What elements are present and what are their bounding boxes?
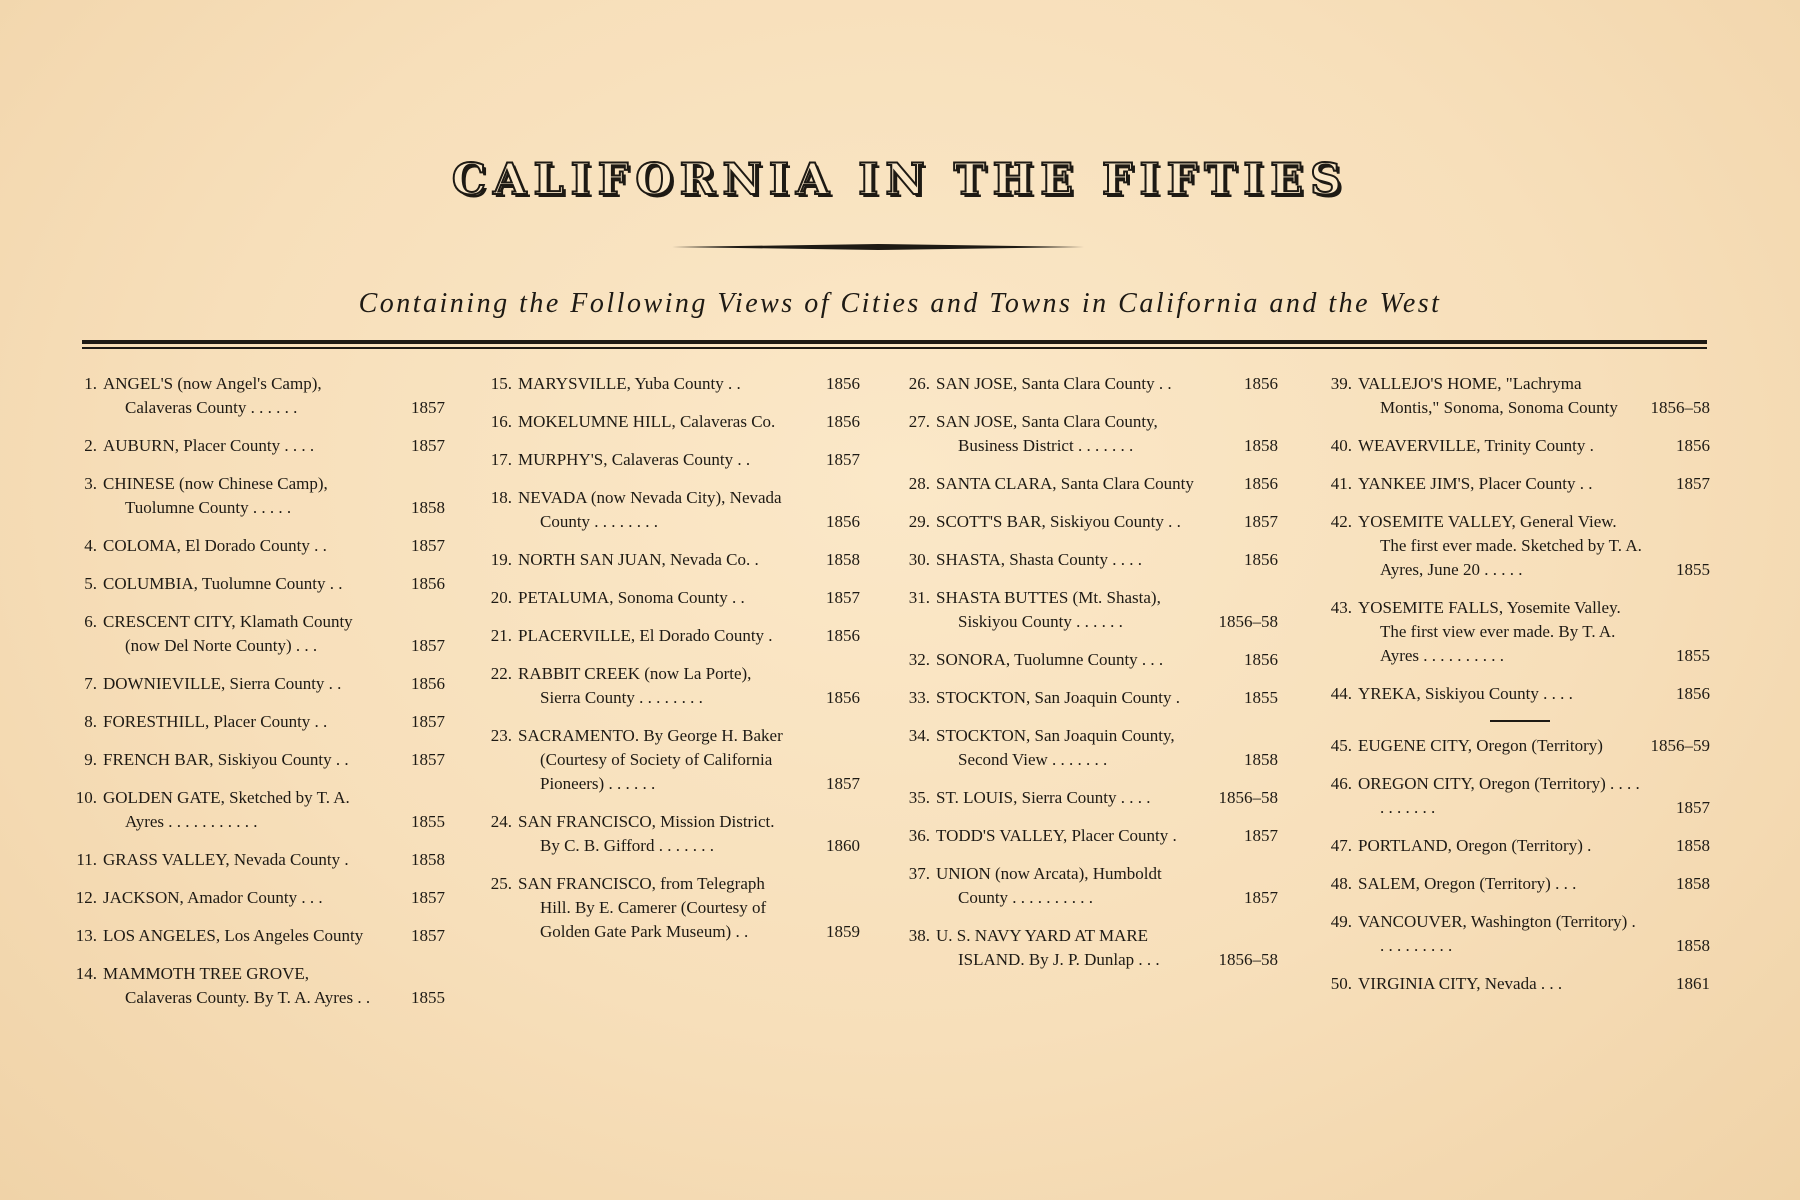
item-body — [518, 586, 798, 610]
item-body — [518, 872, 798, 944]
list-column-1 — [55, 372, 445, 1024]
list-item — [888, 372, 1278, 396]
list-item — [1310, 910, 1710, 958]
item-body — [936, 548, 1216, 572]
item-number: 11. — [76, 850, 97, 869]
list-item — [55, 710, 445, 734]
item-year: 1858 — [1676, 874, 1710, 893]
list-item — [1310, 472, 1710, 496]
item-title: JACKSON, Amador County . . . — [103, 888, 323, 907]
item-year: 1856 — [826, 512, 860, 531]
item-body — [936, 786, 1216, 810]
item-year: 1855 — [1676, 560, 1710, 579]
item-number: 14. — [75, 964, 97, 983]
item-body — [936, 824, 1216, 848]
item-year: 1858 — [411, 498, 445, 517]
item-number: 28. — [908, 474, 930, 493]
list-item — [55, 786, 445, 834]
item-body — [103, 610, 383, 658]
item-body — [936, 862, 1216, 910]
item-year: 1858 — [1244, 750, 1278, 769]
item-title: SANTA CLARA, Santa Clara County — [936, 474, 1194, 493]
item-year: 1856 — [826, 626, 860, 645]
list-item — [55, 610, 445, 658]
item-year: 1856 — [1244, 650, 1278, 669]
item-title: YANKEE JIM'S, Placer County . . — [1358, 474, 1593, 493]
item-number: 25. — [490, 874, 512, 893]
item-body — [518, 548, 798, 572]
list-item — [1310, 372, 1710, 420]
item-body — [518, 372, 798, 396]
list-item — [888, 648, 1278, 672]
item-title: SAN JOSE, Santa Clara County, Business District . . . . . . . — [936, 412, 1158, 455]
item-body — [103, 924, 383, 948]
item-year: 1856 — [1676, 436, 1710, 455]
item-year: 1859 — [826, 922, 860, 941]
list-item — [1310, 510, 1710, 582]
item-body — [936, 686, 1216, 710]
item-year: 1858 — [826, 550, 860, 569]
item-number: 10. — [75, 788, 97, 807]
item-year: 1855 — [1244, 688, 1278, 707]
item-year: 1856 — [826, 688, 860, 707]
item-body — [103, 672, 383, 696]
list-item — [1310, 972, 1710, 996]
list-item — [470, 586, 860, 610]
item-title: NORTH SAN JUAN, Nevada Co. . — [518, 550, 759, 569]
list-item — [888, 924, 1278, 972]
item-year: 1856–58 — [1218, 950, 1278, 969]
item-number: 4. — [84, 536, 97, 555]
list-item — [1310, 596, 1710, 668]
item-title: PLACERVILLE, El Dorado County . — [518, 626, 773, 645]
list-item — [888, 472, 1278, 496]
item-number: 18. — [490, 488, 512, 507]
item-number: 34. — [908, 726, 930, 745]
item-body — [518, 810, 798, 858]
item-year: 1856–59 — [1650, 736, 1710, 755]
item-title: ANGEL'S (now Angel's Camp), Calaveras County . . . . . . — [103, 374, 322, 417]
item-title: NEVADA (now Nevada City), Nevada County . . . . . . . . — [518, 488, 782, 531]
item-number: 5. — [84, 574, 97, 593]
item-title: TODD'S VALLEY, Placer County . — [936, 826, 1177, 845]
item-number: 27. — [908, 412, 930, 431]
item-body — [1358, 834, 1648, 858]
list-item — [470, 410, 860, 434]
item-number: 32. — [908, 650, 930, 669]
item-number: 1. — [84, 374, 97, 393]
item-body — [103, 434, 383, 458]
item-year: 1856 — [826, 374, 860, 393]
list-item — [1310, 772, 1710, 820]
item-body — [1358, 734, 1648, 758]
item-year: 1858 — [411, 850, 445, 869]
item-number: 21. — [490, 626, 512, 645]
list-item — [1310, 434, 1710, 458]
item-year: 1857 — [826, 450, 860, 469]
list-item — [888, 548, 1278, 572]
item-year: 1856 — [1244, 374, 1278, 393]
list-item — [888, 724, 1278, 772]
item-year: 1860 — [826, 836, 860, 855]
item-number: 33. — [908, 688, 930, 707]
item-body — [936, 372, 1216, 396]
list-item — [55, 372, 445, 420]
section-divider — [1490, 720, 1550, 722]
title-ornament-rule — [672, 244, 1084, 250]
item-number: 43. — [1330, 598, 1352, 617]
item-body — [1358, 372, 1648, 420]
item-body — [1358, 772, 1648, 820]
item-body — [936, 586, 1216, 634]
item-year: 1856–58 — [1650, 398, 1710, 417]
item-number: 45. — [1330, 736, 1352, 755]
item-number: 30. — [908, 550, 930, 569]
item-year: 1855 — [411, 812, 445, 831]
item-body — [936, 510, 1216, 534]
list-item — [55, 886, 445, 910]
item-body — [936, 472, 1216, 496]
item-title: YOSEMITE VALLEY, General View. The first ever made. Sketched by T. A. Ayres, June 20 . . . . . — [1358, 512, 1642, 579]
item-title: WEAVERVILLE, Trinity County . — [1358, 436, 1594, 455]
item-title: PETALUMA, Sonoma County . . — [518, 588, 745, 607]
item-number: 29. — [908, 512, 930, 531]
list-item — [470, 662, 860, 710]
item-year: 1856 — [411, 674, 445, 693]
page-subtitle: Containing the Following Views of Cities and Towns in California and the West — [358, 288, 1442, 319]
item-body — [103, 962, 383, 1010]
list-item — [470, 372, 860, 396]
item-title: STOCKTON, San Joaquin County . — [936, 688, 1181, 707]
item-body — [103, 710, 383, 734]
item-year: 1861 — [1676, 974, 1710, 993]
item-number: 17. — [490, 450, 512, 469]
item-number: 2. — [84, 436, 97, 455]
item-number: 19. — [490, 550, 512, 569]
item-title: MAMMOTH TREE GROVE, Calaveras County. By T. A. Ayres . . — [103, 964, 371, 1007]
item-title: SAN FRANCISCO, from Telegraph Hill. By E. Camerer (Courtesy of Golden Gate Park Museum) . . — [518, 874, 767, 941]
item-title: LOS ANGELES, Los Angeles County — [103, 926, 364, 945]
item-year: 1856 — [826, 412, 860, 431]
item-title: MURPHY'S, Calaveras County . . — [518, 450, 751, 469]
item-number: 9. — [84, 750, 97, 769]
item-body — [1358, 510, 1648, 582]
item-year: 1857 — [411, 398, 445, 417]
item-year: 1858 — [1244, 436, 1278, 455]
item-number: 31. — [908, 588, 930, 607]
item-year: 1857 — [411, 888, 445, 907]
item-title: SHASTA BUTTES (Mt. Shasta), Siskiyou County . . . . . . — [936, 588, 1161, 631]
item-title: SALEM, Oregon (Territory) . . . — [1358, 874, 1577, 893]
item-title: MARYSVILLE, Yuba County . . — [518, 374, 741, 393]
item-body — [518, 662, 798, 710]
item-body — [1358, 872, 1648, 896]
item-body — [103, 886, 383, 910]
list-item — [1310, 872, 1710, 896]
list-item — [888, 510, 1278, 534]
item-title: EUGENE CITY, Oregon (Territory) — [1358, 736, 1603, 755]
list-item — [1310, 734, 1710, 758]
item-year: 1857 — [826, 774, 860, 793]
item-title: FRENCH BAR, Siskiyou County . . — [103, 750, 349, 769]
item-body — [936, 410, 1216, 458]
list-item — [470, 624, 860, 648]
item-title: VIRGINIA CITY, Nevada . . . — [1358, 974, 1563, 993]
list-item — [55, 472, 445, 520]
item-year: 1857 — [1676, 798, 1710, 817]
item-title: MOKELUMNE HILL, Calaveras Co. — [518, 412, 776, 431]
item-title: PORTLAND, Oregon (Territory) . — [1358, 836, 1592, 855]
item-title: YREKA, Siskiyou County . . . . — [1358, 684, 1573, 703]
list-item — [55, 534, 445, 558]
item-year: 1857 — [826, 588, 860, 607]
item-title: ST. LOUIS, Sierra County . . . . — [936, 788, 1151, 807]
item-year: 1856 — [411, 574, 445, 593]
item-year: 1857 — [411, 636, 445, 655]
item-body — [103, 372, 383, 420]
list-item — [888, 862, 1278, 910]
item-year: 1858 — [1676, 936, 1710, 955]
item-body — [1358, 972, 1648, 996]
item-title: SONORA, Tuolumne County . . . — [936, 650, 1164, 669]
item-year: 1857 — [411, 712, 445, 731]
item-body — [936, 648, 1216, 672]
item-title: SACRAMENTO. By George H. Baker (Courtesy of Society of California Pioneers) . . . . . . — [518, 726, 783, 793]
item-year: 1857 — [411, 926, 445, 945]
list-item — [470, 724, 860, 796]
list-item — [55, 848, 445, 872]
list-item — [470, 872, 860, 944]
item-title: GOLDEN GATE, Sketched by T. A. Ayres . . . . . . . . . . . — [103, 788, 350, 831]
item-body — [103, 786, 383, 834]
item-number: 37. — [908, 864, 930, 883]
item-number: 48. — [1330, 874, 1352, 893]
item-title: U. S. NAVY YARD AT MARE ISLAND. By J. P. Dunlap . . . — [936, 926, 1160, 969]
item-year: 1857 — [1244, 826, 1278, 845]
item-number: 20. — [490, 588, 512, 607]
item-body — [518, 448, 798, 472]
item-body — [103, 472, 383, 520]
item-number: 3. — [84, 474, 97, 493]
item-number: 35. — [908, 788, 930, 807]
item-year: 1856 — [1244, 550, 1278, 569]
item-year: 1856–58 — [1218, 788, 1278, 807]
list-item — [55, 672, 445, 696]
list-item — [55, 572, 445, 596]
item-body — [518, 624, 798, 648]
item-title: GRASS VALLEY, Nevada County . — [103, 850, 349, 869]
item-body — [936, 924, 1216, 972]
item-number: 47. — [1330, 836, 1352, 855]
item-number: 49. — [1330, 912, 1352, 931]
item-number: 50. — [1330, 974, 1352, 993]
item-year: 1857 — [411, 536, 445, 555]
item-body — [1358, 472, 1648, 496]
list-column-2 — [470, 372, 860, 958]
item-body — [518, 486, 798, 534]
item-body — [103, 572, 383, 596]
list-item — [1310, 834, 1710, 858]
item-title: CHINESE (now Chinese Camp), Tuolumne County . . . . . — [103, 474, 328, 517]
item-number: 42. — [1330, 512, 1352, 531]
item-body — [518, 410, 798, 434]
item-number: 8. — [84, 712, 97, 731]
item-year: 1856–58 — [1218, 612, 1278, 631]
item-number: 38. — [908, 926, 930, 945]
double-divider-rule — [82, 340, 1707, 349]
item-year: 1856 — [1244, 474, 1278, 493]
item-body — [103, 534, 383, 558]
item-year: 1857 — [1676, 474, 1710, 493]
item-number: 41. — [1330, 474, 1352, 493]
item-number: 36. — [908, 826, 930, 845]
item-title: CRESCENT CITY, Klamath County (now Del Norte County) . . . — [103, 612, 353, 655]
item-number: 16. — [490, 412, 512, 431]
item-number: 39. — [1330, 374, 1352, 393]
item-title: COLOMA, El Dorado County . . — [103, 536, 327, 555]
item-number: 6. — [84, 612, 97, 631]
item-number: 13. — [75, 926, 97, 945]
item-number: 24. — [490, 812, 512, 831]
item-year: 1855 — [1676, 646, 1710, 665]
item-title: UNION (now Arcata), Humboldt County . . . . . . . . . . — [936, 864, 1162, 907]
item-number: 40. — [1330, 436, 1352, 455]
item-year: 1858 — [1676, 836, 1710, 855]
item-body — [1358, 434, 1648, 458]
item-body — [1358, 910, 1648, 958]
list-item — [888, 586, 1278, 634]
item-title: VANCOUVER, Washington (Territory) . . . . . . . . . . — [1358, 912, 1636, 955]
item-year: 1857 — [1244, 512, 1278, 531]
item-number: 7. — [84, 674, 97, 693]
item-number: 22. — [490, 664, 512, 683]
item-number: 23. — [490, 726, 512, 745]
list-column-4 — [1310, 372, 1710, 1010]
item-year: 1855 — [411, 988, 445, 1007]
list-item — [470, 548, 860, 572]
list-item — [470, 810, 860, 858]
item-title: SAN JOSE, Santa Clara County . . — [936, 374, 1172, 393]
list-item — [55, 434, 445, 458]
item-number: 44. — [1330, 684, 1352, 703]
item-title: FORESTHILL, Placer County . . — [103, 712, 328, 731]
item-title: RABBIT CREEK (now La Porte), Sierra County . . . . . . . . — [518, 664, 752, 707]
list-item — [55, 924, 445, 948]
list-column-3 — [888, 372, 1278, 986]
item-year: 1856 — [1676, 684, 1710, 703]
item-year: 1857 — [1244, 888, 1278, 907]
item-title: STOCKTON, San Joaquin County, Second View . . . . . . . — [936, 726, 1175, 769]
list-item — [888, 410, 1278, 458]
item-number: 15. — [490, 374, 512, 393]
list-item — [55, 962, 445, 1010]
list-item — [1310, 682, 1710, 706]
item-year: 1857 — [411, 750, 445, 769]
item-body — [518, 724, 798, 796]
list-item — [888, 786, 1278, 810]
item-body — [103, 848, 383, 872]
list-item — [55, 748, 445, 772]
item-body — [1358, 596, 1648, 668]
item-title: SHASTA, Shasta County . . . . — [936, 550, 1142, 569]
item-title: AUBURN, Placer County . . . . — [103, 436, 315, 455]
item-body — [1358, 682, 1648, 706]
list-item — [470, 486, 860, 534]
list-item — [888, 824, 1278, 848]
item-number: 12. — [75, 888, 97, 907]
item-number: 46. — [1330, 774, 1352, 793]
item-title: YOSEMITE FALLS, Yosemite Valley. The first view ever made. By T. A. Ayres . . . . . . . . . . — [1358, 598, 1621, 665]
item-number: 26. — [908, 374, 930, 393]
page-title: CALIFORNIA IN THE FIFTIES — [451, 155, 1349, 205]
item-body — [936, 724, 1216, 772]
list-item — [888, 686, 1278, 710]
list-item — [470, 448, 860, 472]
item-title: OREGON CITY, Oregon (Territory) . . . . . . . . . . . — [1358, 774, 1640, 817]
item-body — [103, 748, 383, 772]
item-title: VALLEJO'S HOME, "Lachryma Montis," Sonoma, Sonoma County — [1358, 374, 1618, 417]
item-title: SCOTT'S BAR, Siskiyou County . . — [936, 512, 1181, 531]
item-title: COLUMBIA, Tuolumne County . . — [103, 574, 343, 593]
item-title: DOWNIEVILLE, Sierra County . . — [103, 674, 342, 693]
item-year: 1857 — [411, 436, 445, 455]
item-title: SAN FRANCISCO, Mission District. By C. B. Gifford . . . . . . . — [518, 812, 775, 855]
